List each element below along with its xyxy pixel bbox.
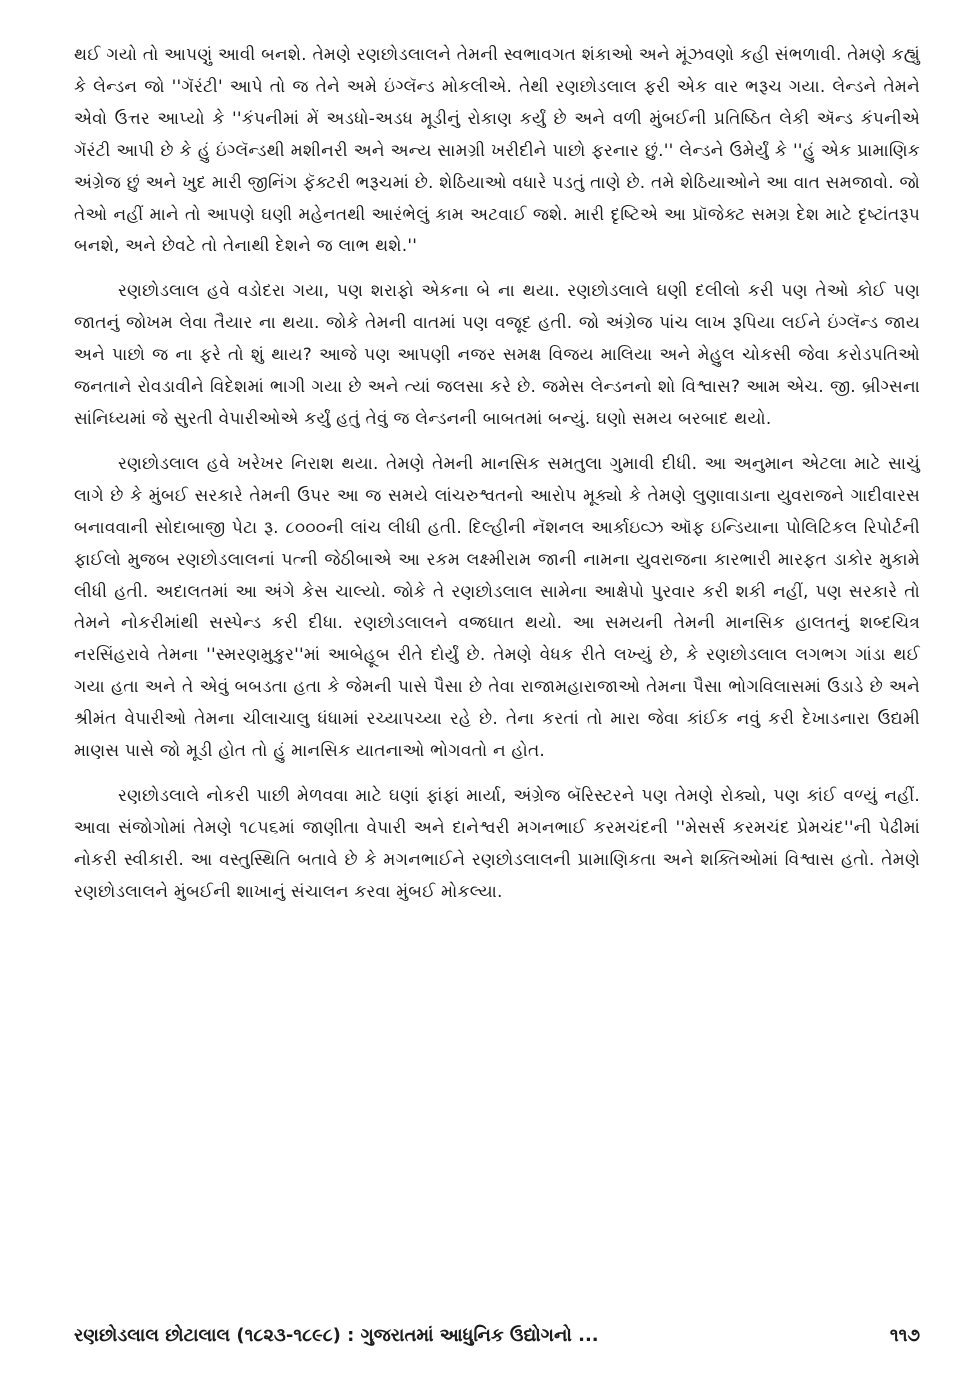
page-number: ૧૧૭ <box>889 1324 920 1346</box>
paragraph: રણછોડલાલે નોકરી પાછી મેળવવા માટે ઘણાં ફાંફાં માર્યા, અંગ્રેજ બૅરિસ્ટરને પણ તેમણે રોક્યો, પણ કાંઈ વળ્યું નહીં. આવા સંજોગોમાં તેમણે ૧૮૫૬માં જાણીતા વેપારી અને દાનેશ્વરી મગનભાઈ કરમચંદની ''મેસર્સ કરમચંદ પ્રેમચંદ''ની પેઢીમાં નોકરી સ્વીકારી. આ વસ્તુસ્થિતિ બતાવે છે કે મગનભાઈને રણછોડલાલની પ્રામાણિકતા અને શક્તિઓમાં વિશ્વાસ હતો. તેમણે રણછોડલાલને મુંબઈની શાખાનું સંચાલન કરવા મુંબઈ મોકલ્યા. <box>74 785 920 902</box>
body-text <box>74 40 920 909</box>
paragraph-gap <box>74 436 920 449</box>
paragraph-gap <box>74 263 920 276</box>
page-footer <box>74 1318 920 1352</box>
paragraph: રણછોડલાલ હવે ખરેખર નિરાશ થયા. તેમણે તેમની માનસિક સમતુલા ગુમાવી દીધી. આ અનુમાન એટલા માટે સાચું લાગે છે કે મુંબઈ સરકારે તેમની ઉપર આ જ સમયે લાંચરુશ્વતનો આરોપ મૂક્યો કે તેમણે લુણાવાડાના યુવરાજને ગાદીવારસ બનાવવાની સોદાબાજી પેટા રૂ. ૮૦૦૦ની લાંચ લીધી હતી. દિલ્હીની નૅશનલ આર્કાઇવ્ઝ ઑફ ઇન્ડિયાના પોલિટિકલ રિપોર્ટની ફાઈલો મુજબ રણછોડલાલનાં પત્ની જેઠીબાએ આ રકમ લક્ષ્મીરામ જાની નામના યુવરાજના કારભારી મારફત ડાકોર મુકામે લીધી હતી. અદાલતમાં આ અંગે કેસ ચાલ્યો. જોકે તે રણછોડલાલ સામેના આક્ષેપો પુરવાર કરી શકી નહીં, પણ સરકારે તો તેમને નોકરીમાંથી સસ્પેન્ડ કરી દીધા. રણછોડલાલને વજ્રઘાત થયો. આ સમયની તેમની માનસિક હાલતનું શબ્દચિત્ર નરસિંહરાવે તેમના ''સ્મરણમુકુર''માં આબેહૂબ રીતે દોર્યું છે. તેમણે વેધક રીતે લખ્યું છે, કે રણછોડલાલ લગભગ ગાંડા થઈ ગયા હતા અને તે એવું બબડતા હતા કે જેમની પાસે પૈસા છે તેવા રાજામહારાજાઓ તેમના પૈસા ભોગવિલાસમાં ઉડાડે છે અને શ્રીમંત વેપારીઓ તેમના ચીલાચાલુ ધંધામાં રચ્યાપચ્યા રહે છે. તેના કરતાં તો મારા જેવા કાંઈક નવું કરી દેખાડનારા ઉદ્યમી માણસ પાસે જો મૂડી હોત તો હું માનસિક યાતનાઓ ભોગવતો ન હોત. <box>74 453 920 762</box>
paragraph-continued: થઈ ગયો તો આપણું આવી બનશે. તેમણે રણછોડલાલને તેમની સ્વભાવગત શંકાઓ અને મૂંઝવણો કહી સંભળાવી. તેમણે કહ્યું કે લેન્ડન જો ''ગૅરંટી' આપે તો જ તેને અમે ઇંગ્લૅન્ડ મોકલીએ. તેથી રણછોડલાલ ફરી એક વાર ભરૂચ ગયા. લેન્ડને તેમને એવો ઉત્તર આપ્યો કે ''કંપનીમાં મેં અડધો-અડધ મૂડીનું રોકાણ કર્યું છે અને વળી મુંબઈની પ્રતિષ્ઠિત લેકી ઍન્ડ કંપનીએ ગૅરંટી આપી છે કે હું ઇંગ્લૅન્ડથી મશીનરી અને અન્ય સામગ્રી ખરીદીને પાછો ફરનાર છું.'' લેન્ડને ઉમેર્યું કે ''હું એક પ્રામાણિક અંગ્રેજ છું અને ખુદ મારી જીનિંગ ફૅક્ટરી ભરૂચમાં છે. શેઠિયાઓ વધારે પડતું તાણે છે. તમે શેઠિયાઓને આ વાત સમજાવો. જો તેઓ નહીં માને તો આપણે ઘણી મહેનતથી આરંભેલું કામ અટવાઈ જશે. મારી દૃષ્ટિએ આ પ્રૉજેક્ટ સમગ્ર દેશ માટે દૃષ્ટાંતરૂપ બનશે, અને છેવટે તો તેનાથી દેશને જ લાભ થશે.'' <box>74 45 920 257</box>
running-title: રણછોડલાલ છોટાલાલ (૧૮૨૩-૧૮૯૮) : ગુજરાતમાં આધુનિક ઉદ્યોગનો ... <box>74 1324 599 1346</box>
paragraph: રણછોડલાલ હવે વડોદરા ગયા, પણ શરાફો એકના બે ના થયા. રણછોડલાલે ઘણી દલીલો કરી પણ તેઓ કોઈ પણ જાતનું જોખમ લેવા તૈયાર ના થયા. જોકે તેમની વાતમાં પણ વજૂદ હતી. જો અંગ્રેજ પાંચ લાખ રૂપિયા લઈને ઇંગ્લૅન્ડ જાય અને પાછો જ ના ફરે તો શું થાય? આજે પણ આપણી નજર સમક્ષ વિજય માલિયા અને મેહુલ ચોકસી જેવા કરોડપતિઓ જનતાને રોવડાવીને વિદેશમાં ભાગી ગયા છે અને ત્યાં જલસા કરે છે. જમેસ લેન્ડનનો શો વિશ્વાસ? આમ એચ. જી. બ્રીગ્સના સાંનિધ્યમાં જે સુરતી વેપારીઓએ કર્યું હતું તેવું જ લેન્ડનની બાબતમાં બન્યું. ઘણો સમય બરબાદ થયો. <box>74 281 920 429</box>
paragraph-gap <box>74 768 920 781</box>
